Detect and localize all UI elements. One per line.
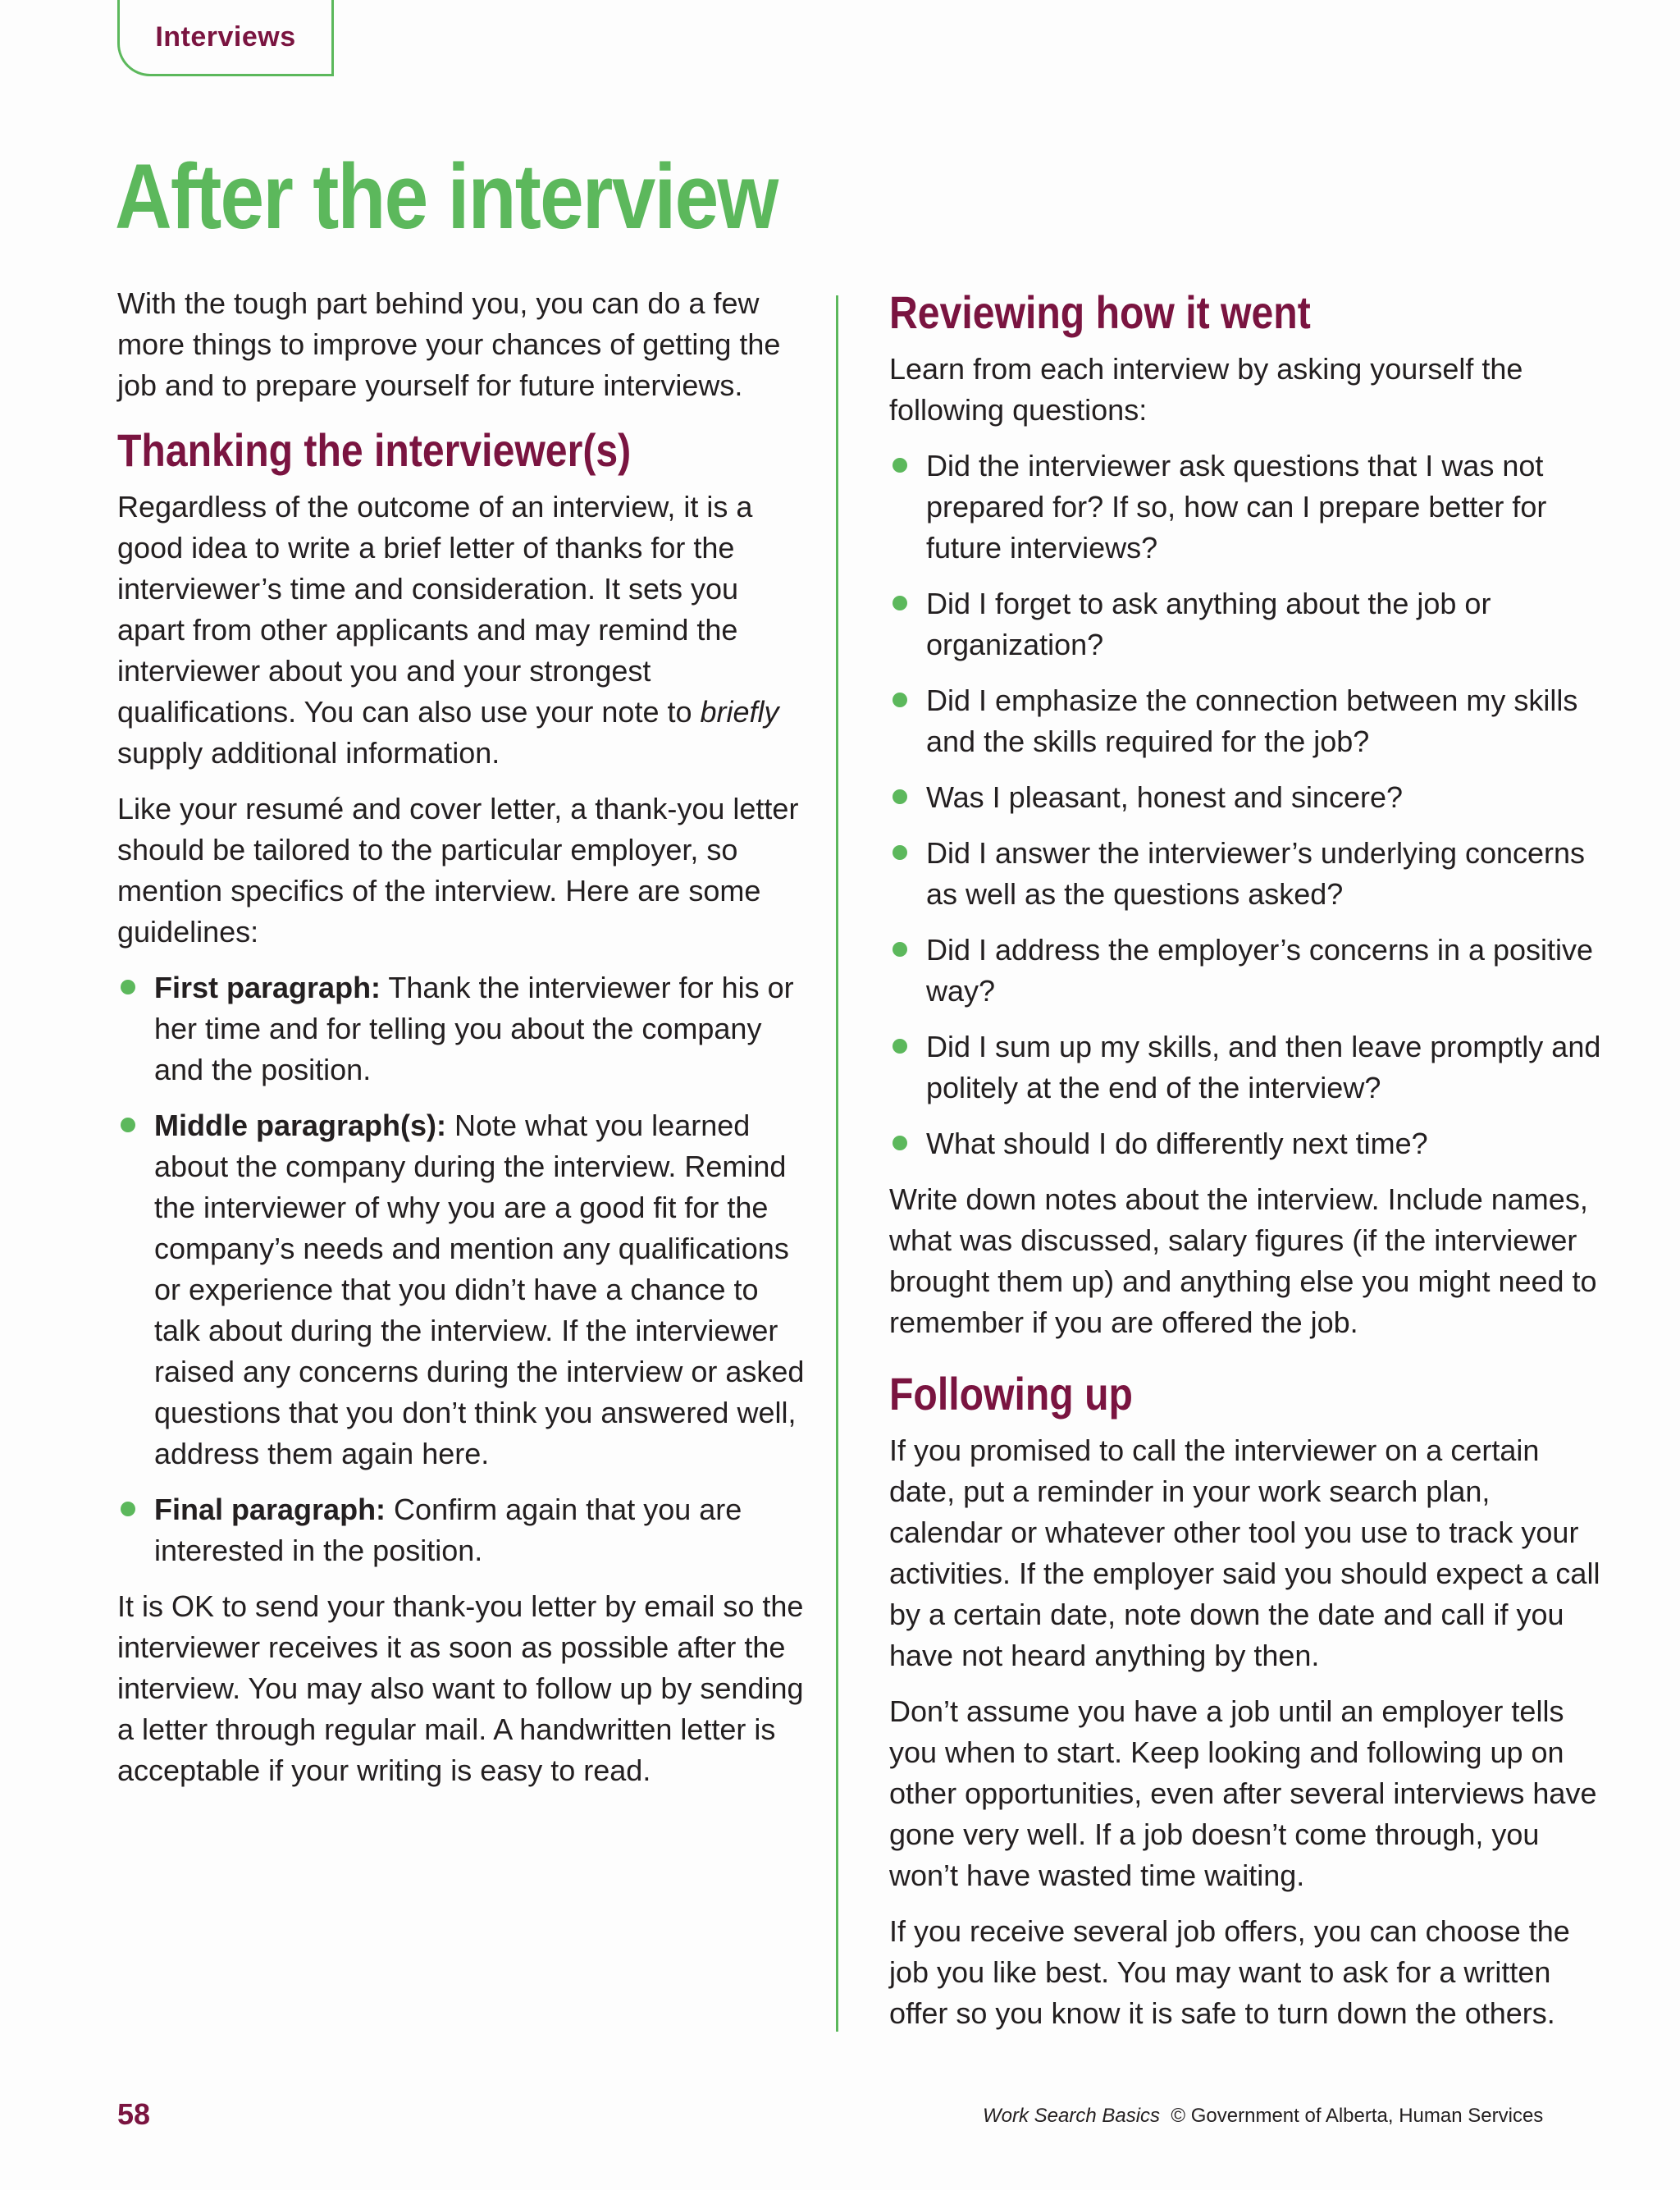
following-paragraph-3: If you receive several job offers, you can choose the job you like best. You may want to ask for a written offer so you know it is safe to turn down the others.: [889, 1914, 1570, 2030]
guideline-label: First paragraph:: [154, 971, 381, 1004]
question-text: Did I sum up my skills, and then leave promptly and politely at the end of the interview?: [926, 1030, 1601, 1104]
left-column: [117, 283, 806, 1806]
following-paragraph-1: If you promised to call the interviewer on a certain date, put a reminder in your work search plan, calendar or whatever other tool you use to track your activities. If the employer said you should expect a call by a certain date, note down the date and call if you have not heard anything by then.: [889, 1433, 1600, 1672]
question-item: [889, 777, 1611, 818]
section-tab-label: Interviews: [155, 21, 296, 53]
bullet-icon: [892, 693, 907, 707]
question-text: Was I pleasant, honest and sincere?: [926, 780, 1404, 814]
review-questions-list: [889, 446, 1611, 1164]
heading-thanking: Thanking the interviewer(s): [117, 424, 632, 476]
bullet-icon: [892, 1039, 907, 1054]
question-text: Did I address the employer’s concerns in a positive way?: [926, 933, 1594, 1008]
heading-reviewing: Reviewing how it went: [889, 286, 1311, 338]
bullet-icon: [121, 980, 135, 994]
intro-paragraph: With the tough part behind you, you can do a few more things to improve your chances of getting the job and to prepare yourself for future interviews.: [117, 286, 781, 402]
footer-credit: [983, 2105, 1543, 2128]
bullet-icon: [892, 1136, 907, 1150]
thanking-p1-emphasis: briefly: [700, 695, 779, 729]
question-text: What should I do differently next time?: [926, 1127, 1428, 1160]
bullet-icon: [892, 596, 907, 610]
reviewing-intro: Learn from each interview by asking yourself the following questions:: [889, 352, 1523, 427]
bullet-icon: [892, 942, 907, 957]
bullet-icon: [121, 1118, 135, 1132]
bullet-icon: [121, 1502, 135, 1516]
question-text: Did I answer the interviewer’s underlying concerns as well as the questions asked?: [926, 836, 1586, 911]
question-item: [889, 583, 1611, 665]
thanking-paragraph-1: [117, 487, 806, 774]
right-column: [889, 283, 1611, 2049]
guideline-text: Confirm again that you are interested in the position.: [154, 1493, 742, 1567]
guideline-item: [117, 967, 806, 1090]
guideline-text: Thank the interviewer for his or her time and for telling you about the company and the position.: [154, 971, 794, 1086]
publication-title: Work Search Basics: [983, 2105, 1161, 2127]
question-item: [889, 1026, 1611, 1109]
following-paragraph-2: Don’t assume you have a job until an employer tells you when to start. Keep looking and following up on other opportunities, even after several interviews have gone very well. If a job doesn’t come through, you won’t have wasted time waiting.: [889, 1694, 1597, 1892]
heading-following: Following up: [889, 1368, 1133, 1420]
reviewing-notes: Write down notes about the interview. Include names, what was discussed, salary figures (if the interviewer brought them up) and anything else you might need to remember if you are offered the job.: [889, 1182, 1597, 1339]
question-text: Did the interviewer ask questions that I was not prepared for? If so, how can I prepare better for future interviews?: [926, 449, 1547, 565]
thanking-paragraph-2: Like your resumé and cover letter, a thank-you letter should be tailored to the particular employer, so mention specifics of the interview. Here are some guidelines:: [117, 792, 799, 949]
question-item: [889, 1123, 1611, 1164]
column-divider: [836, 295, 838, 2032]
page-number: 58: [117, 2097, 151, 2131]
guideline-item: [117, 1105, 806, 1474]
thanking-p1-text-b: supply additional information.: [117, 736, 500, 770]
thanking-p1-text-a: Regardless of the outcome of an interview, it is a good idea to write a brief letter of thanks for the interviewer’s time and consideration. It sets you apart from other applicants and may remind the interviewer about you and your strongest qualifications. You can also use your note to: [117, 490, 753, 729]
copyright-notice: © Government of Alberta, Human Services: [1171, 2105, 1544, 2127]
guideline-text: Note what you learned about the company during the interview. Remind the interviewer of why you are a good fit for the company’s needs and mention any qualifications or experience that you didn’t have a chance to talk about during the interview. If the interviewer raised any concerns during the interview or asked questions that you don’t think you answered well, address them again here.: [154, 1109, 805, 1470]
bullet-icon: [892, 789, 907, 804]
bullet-icon: [892, 845, 907, 860]
bullet-icon: [892, 458, 907, 473]
guideline-label: Final paragraph:: [154, 1493, 386, 1526]
question-item: [889, 930, 1611, 1012]
section-tab: [117, 0, 334, 76]
question-item: [889, 680, 1611, 762]
guideline-label: Middle paragraph(s):: [154, 1109, 447, 1142]
page-title: After the interview: [115, 145, 778, 248]
thanking-paragraph-3: It is OK to send your thank-you letter by email so the interviewer receives it as soon as possible after the interview. You may also want to follow up by sending a letter through regular mail. A handwritten letter is acceptable if your writing is easy to read.: [117, 1589, 804, 1787]
question-text: Did I forget to ask anything about the job or organization?: [926, 587, 1491, 661]
question-text: Did I emphasize the connection between my skills and the skills required for the job?: [926, 684, 1578, 758]
question-item: [889, 833, 1611, 915]
guideline-item: [117, 1489, 806, 1571]
guidelines-list: [117, 967, 806, 1571]
question-item: [889, 446, 1611, 569]
